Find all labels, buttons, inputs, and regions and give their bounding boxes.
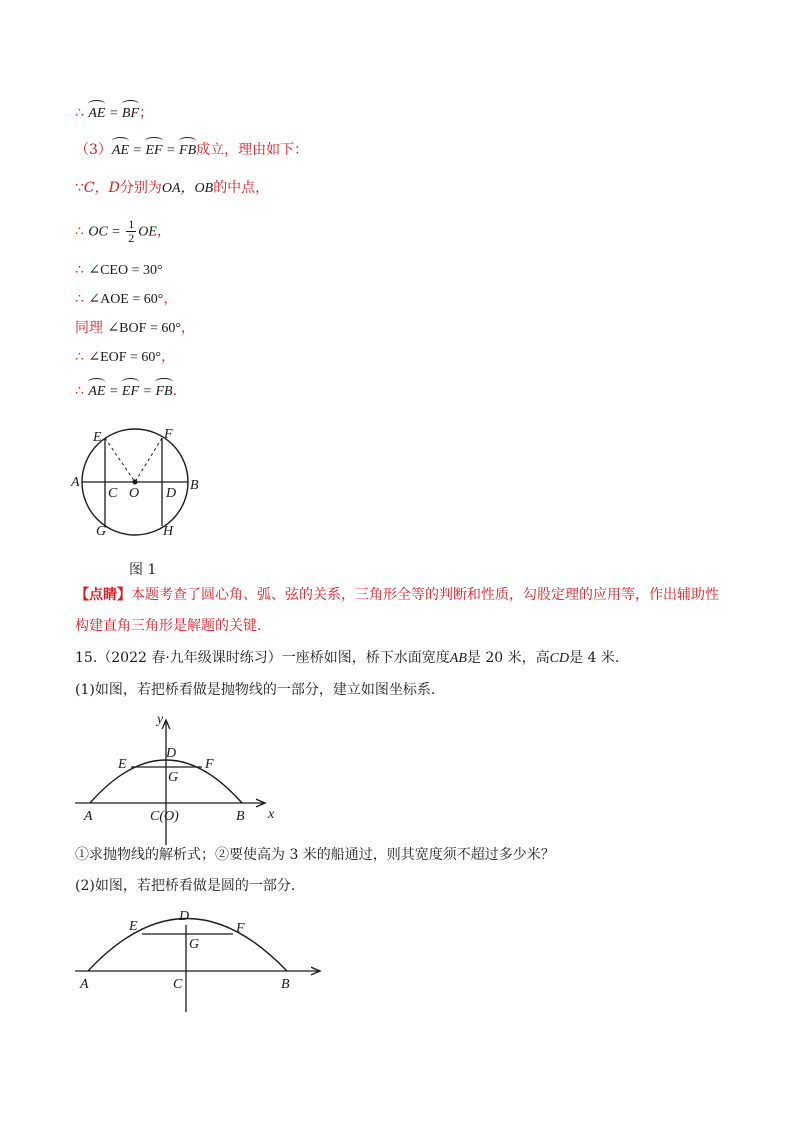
problem-15-part-2: (2)如图，若把桥看做是圆的一部分. [75,878,296,894]
label-a: A [71,475,80,490]
segment-names: OA，OB [161,181,214,196]
punctuation: ， [156,223,171,240]
arc-label: AE [112,137,129,161]
arc-label: FB [155,378,172,402]
label-d: D [179,909,190,924]
problem-text: 一座桥如图，桥下水面宽度 [281,650,450,666]
label-c: C [108,486,118,501]
punctuation: . [172,383,178,399]
arc-label: AE [88,100,105,124]
expression: ∠EOF = 60° [88,350,162,365]
point-names: C，D [83,180,120,196]
label-f: F [205,757,214,772]
label-y: y [157,712,164,727]
figure-1-caption: 图 1 [129,562,157,578]
numerator: 1 [128,217,135,231]
therefore-symbol: ∴ [75,349,89,365]
therefore-symbol: ∴ [75,262,89,278]
expression: ∠AOE = 60° [88,292,164,307]
label-b: B [190,478,199,493]
denominator: 2 [128,231,135,245]
label-d: D [166,746,177,761]
arc-label: AE [88,378,105,402]
claim-text: 成立，理由如下： [196,142,309,158]
problem-source: （2022 春·九年级课时练习） [97,650,282,666]
label-g: G [168,770,179,785]
arc-label: EF [145,137,162,161]
problem-15-part-1-questions: ①求抛物线的解析式；②要使高为 3 米的船通过，则其宽度须不超过多少米？ [75,847,555,863]
label-a: A [80,977,89,992]
label-e: E [93,430,102,445]
punctuation: ； [139,105,154,121]
label-h: H [163,524,174,539]
part-number: （3） [75,142,112,158]
label-e: E [118,757,127,772]
therefore-symbol: ∴ [75,383,89,399]
label-e: E [129,919,138,934]
punctuation: ， [163,291,178,307]
equals-sign: = [129,143,146,158]
comment-tag: 【点睛】 [75,587,131,603]
equals-sign: = [105,106,122,121]
var-cd: CD [549,651,570,666]
text: 分别为 [119,180,162,196]
expression: ∠BOF = 60° [107,321,181,336]
expression: ∠CEO = 30° [88,263,163,278]
arc-label: BF [122,100,139,124]
similarly-text: 同理 [75,320,108,336]
label-b: B [236,809,245,824]
therefore-symbol: ∴ [75,105,89,121]
label-g: G [189,937,200,952]
equals-sign: = [139,384,156,399]
therefore-symbol: ∴ [75,291,89,307]
arc-label: FB [179,137,196,161]
label-x: x [268,807,275,822]
comment-line-2: 构建直角三角形是解题的关键. [75,618,262,634]
label-b: B [281,977,290,992]
bridge-arc [88,919,287,972]
comment-text: 本题考查了圆心角、弧、弦的关系，三角形全等的判断和性质，勾股定理的应用等，作出辅助性 [131,587,719,603]
text: 的中点， [213,180,270,196]
punctuation: ， [161,349,176,365]
arc-label: EF [122,378,139,402]
therefore-symbol: ∴ [75,223,89,240]
label-c-o: C(O) [150,809,179,824]
label-f: F [236,921,245,936]
problem-text: 是 4 米. [569,650,620,666]
problem-15-part-1: (1)如图，若把桥看做是抛物线的一部分，建立如图坐标系. [75,682,436,698]
label-a: A [84,809,93,824]
label-c: C [173,977,183,992]
expression: OC = [88,224,125,240]
problem-text: 是 20 米，高 [466,650,550,666]
label-o: O [129,486,140,501]
expression: OE [138,224,157,240]
var-ab: AB [449,651,467,666]
problem-number: 15. [75,650,98,666]
label-d: D [166,486,177,501]
label-g: G [96,524,107,539]
equals-sign: = [162,143,180,158]
punctuation: ， [180,320,195,336]
equals-sign: = [105,384,122,399]
because-symbol: ∵ [75,180,84,196]
label-f: F [164,427,173,442]
